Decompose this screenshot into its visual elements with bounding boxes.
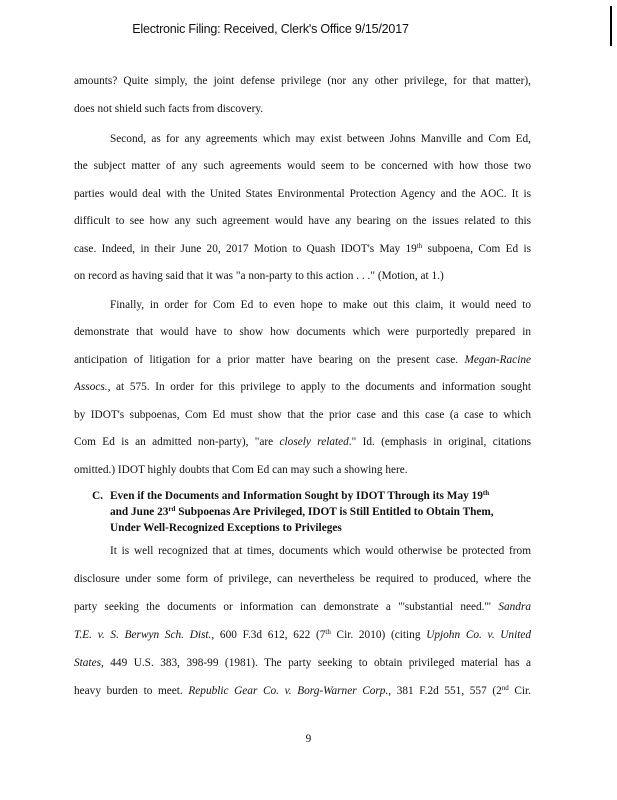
paragraph-3-line-4: Assocs., at 575. In order for this privilege to apply to the documents and information sought <box>74 381 531 393</box>
heading-line-3: Under Well-Recognized Exceptions to Privileges <box>110 522 342 534</box>
paragraph-3-line-7: omitted.) IDOT highly doubts that Com Ed can may such a showing here. <box>74 464 408 476</box>
paragraph-3-line-5: by IDOT's subpoenas, Com Ed must show that the prior case and this case (a case to which <box>74 409 531 421</box>
filing-stamp: Electronic Filing: Received, Clerk's Office 9/15/2017 <box>132 22 409 36</box>
paragraph-2-line-5: case. Indeed, in their June 20, 2017 Motion to Quash IDOT's May 19th subpoena, Com Ed is <box>74 242 531 255</box>
paragraph-4-line-4: T.E. v. S. Berwyn Sch. Dist., 600 F.3d 612, 622 (7th Cir. 2010) (citing Upjohn Co. v. United <box>74 628 531 641</box>
paragraph-4-line-1: It is well recognized that at times, documents which would otherwise be protected from <box>110 545 531 557</box>
heading-label: C. <box>92 490 103 502</box>
paragraph-2-line-6: on record as having said that it was "a non-party to this action . . ." (Motion, at 1.) <box>74 270 444 282</box>
heading-line-2: and June 23rd Subpoenas Are Privileged, IDOT is Still Entitled to Obtain Them, <box>110 505 494 518</box>
page-number: 9 <box>305 733 312 745</box>
paragraph-4-line-2: disclosure under some form of privilege, can nevertheless be required to produced, where the <box>74 573 531 585</box>
paragraph-2-line-4: difficult to see how any such agreement would have any bearing on the issues related to this <box>74 215 531 227</box>
paragraph-3-line-2: demonstrate that would have to show how documents which were purportedly prepared in <box>74 326 531 338</box>
paragraph-3-line-1: Finally, in order for Com Ed to even hope to make out this claim, it would need to <box>110 299 531 311</box>
paragraph-4-line-3: party seeking the documents or information can demonstrate a "'substantial need.'" Sandra <box>74 601 531 613</box>
paragraph-1-line-1: amounts? Quite simply, the joint defense privilege (nor any other privilege, for that matter), <box>74 75 531 87</box>
paragraph-2-line-2: the subject matter of any such agreements would seem to be concerned with how those two <box>74 160 531 172</box>
paragraph-4-line-5: States, 449 U.S. 383, 398-99 (1981). The party seeking to obtain privileged material has a <box>74 657 531 669</box>
paragraph-3-line-6: Com Ed is an admitted non-party), "are closely related." Id. (emphasis in original, citations <box>74 436 531 448</box>
paragraph-1-line-2: does not shield such facts from discovery. <box>74 103 264 115</box>
paragraph-4-line-6: heavy burden to meet. Republic Gear Co. v. Borg-Warner Corp., 381 F.2d 551, 557 (2nd Cir. <box>74 684 531 697</box>
paragraph-2-line-1: Second, as for any agreements which may exist between Johns Manville and Com Ed, <box>110 133 531 145</box>
paragraph-3-line-3: anticipation of litigation for a prior matter have bearing on the present case. Megan-Racine <box>74 354 531 366</box>
paragraph-2-line-3: parties would deal with the United States Environmental Protection Agency and the AOC. It is <box>74 188 531 200</box>
heading-line-1: Even if the Documents and Information Sought by IDOT Through its May 19th <box>110 489 490 502</box>
